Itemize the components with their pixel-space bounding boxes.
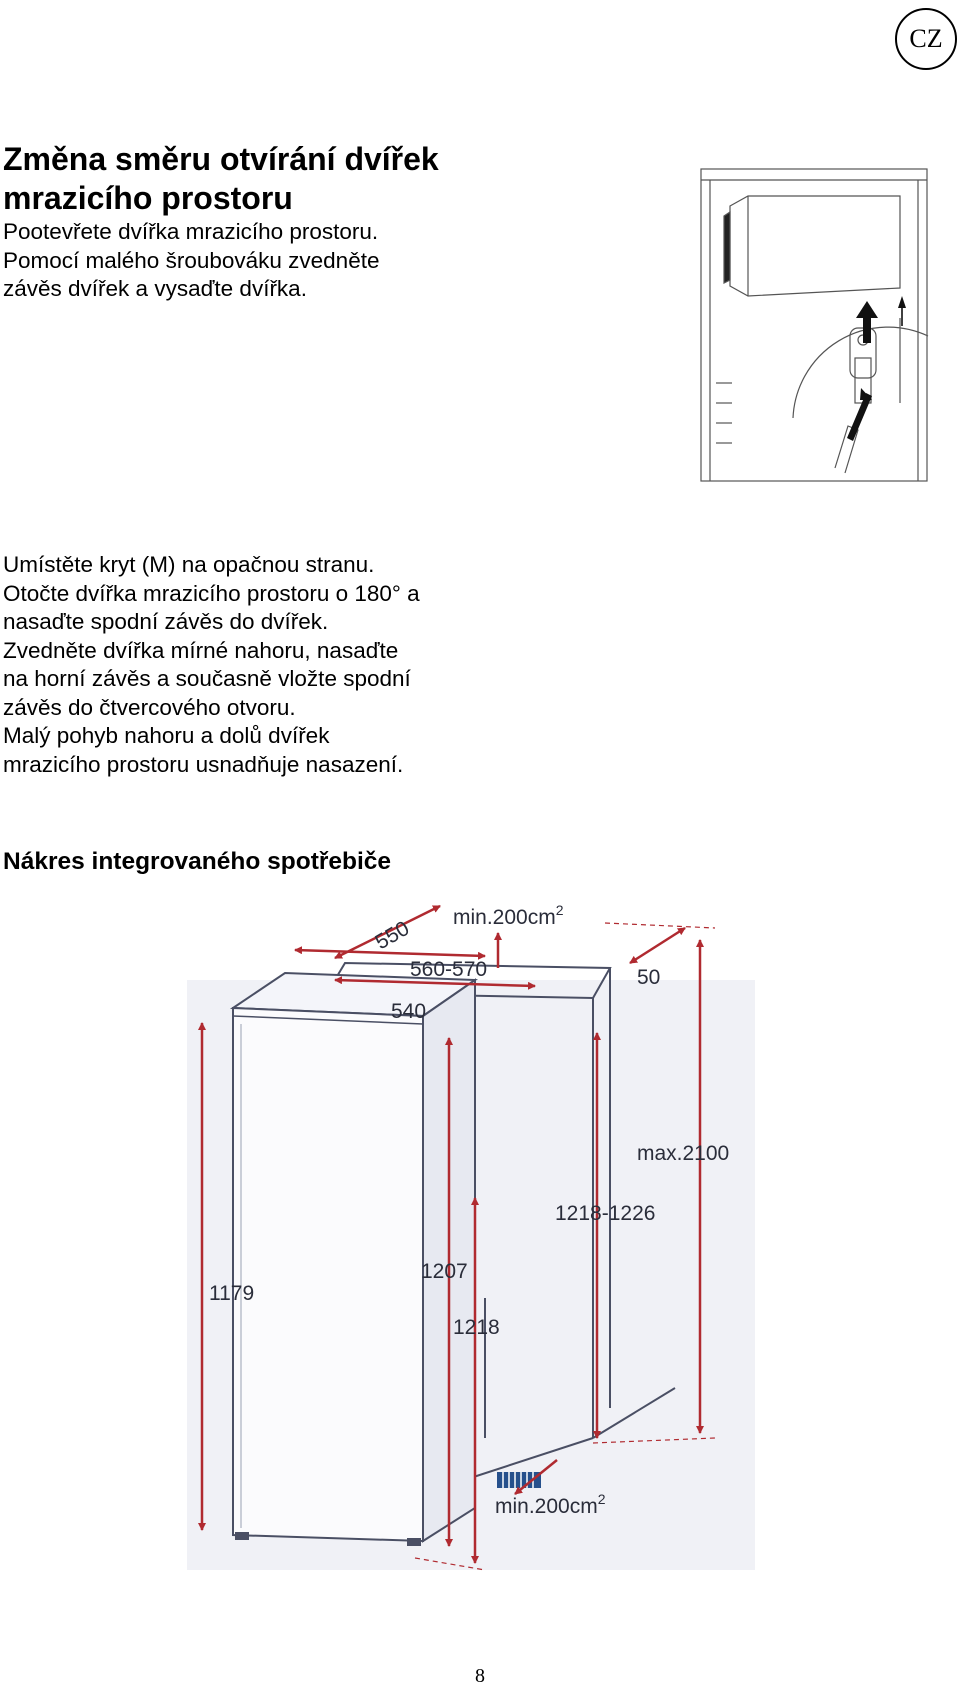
text-line: Umístěte kryt (M) na opačnou stranu. [3,552,375,577]
language-badge [895,8,957,70]
text-line: nasaďte spodní závěs do dvířek. [3,609,329,634]
dim-total-height: 1218 [453,1316,500,1339]
title-line: Změna směru otvírání dvířek [3,141,439,177]
dim-appliance-width: 540 [391,1000,427,1023]
hinge-illustration [700,168,930,483]
text-line: Pootevřete dvířka mrazicího prostoru. [3,219,379,244]
text-line: Malý pohyb nahoru a dolů dvířek [3,723,330,748]
section-title-built-in-drawing: Nákres integrovaného spotřebiče [3,848,392,875]
dim-niche-width: 560-570 [410,958,488,981]
text-line: mrazicího prostoru usnadňuje nasazení. [3,751,404,777]
section-title-door-reversal [3,140,623,218]
text-line: na horní závěs a současně vložte spodní [3,666,411,691]
installation-dimension-drawing [185,898,760,1573]
page-number: 8 [475,1665,485,1687]
text-line: Zvedněte dvířka mírné nahoru, nasaďte [3,637,399,663]
dim-niche-height: 1218-1226 [555,1202,656,1225]
steps-paragraph [3,551,623,779]
text-line: Pomocí malého šroubováku zvedněte [3,247,380,273]
dim-appliance-height: 1179 [209,1282,255,1305]
dim-bottom-vent: $\min.200cm^2$ [495,1491,606,1518]
dim-max-height: max.2100 [637,1142,730,1165]
intro-paragraph [3,218,623,304]
text-line: závěs dvířek a vysaďte dvířka. [3,276,307,301]
language-code: CZ [909,24,943,53]
dim-gap-50: 50 [637,966,661,989]
dim-top-vent: $\min.200cm^2$ [453,902,564,929]
text-line: závěs do čtvercového otvoru. [3,694,296,720]
text-line: Otočte dvířka mrazicího prostoru o 180° a [3,580,420,606]
dim-door-height: 1207 [421,1260,468,1283]
title-line: mrazicího prostoru [3,180,293,216]
dim-depth-550: 550 [371,916,414,955]
